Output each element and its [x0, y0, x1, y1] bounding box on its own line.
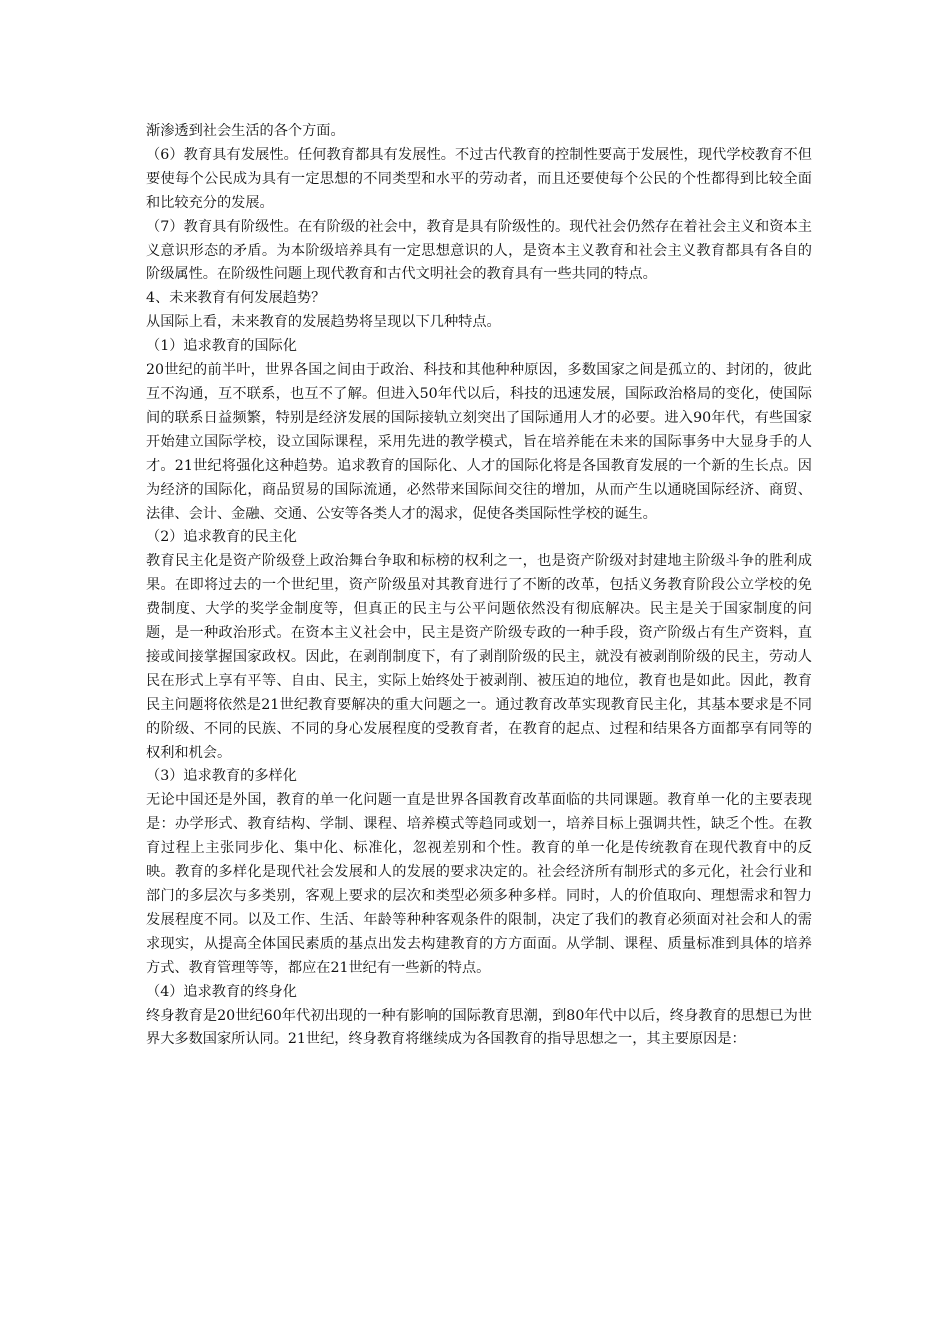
- paragraph-continuation: 渐渗透到社会生活的各个方面。: [146, 123, 345, 139]
- paragraph-internationalization: 20世纪的前半叶，世界各国之间由于政治、科技和其他种种原因，多数国家之间是孤立的、封闭的，彼此互不沟通，互不联系，也互不了解。但进入50年代以后，科技的迅速发展，国际政治格局的变化，使国际间的联系日益频繁，特别是经济发展的国际接轨立刻突出了国际通用人才的必要。进入90年代，有些国家开始建立国际学校，设立国际课程，采用先进的教学模式，旨在培养能在未来的国际事务中大显身手的人才。21世纪将强化这种趋势。追求教育的国际化、人才的国际化将是各国教育发展的一个新的生长点。因为经济的国际化，商品贸易的国际流通，必然带来国际间交往的增加，从而产生以通晓国际经济、商贸、法律、会计、金融、交通、公安等各类人才的渴求，促使各类国际性学校的诞生。: [146, 362, 812, 522]
- paragraph-diversification: 无论中国还是外国，教育的单一化问题一直是世界各国教育改革面临的共同课题。教育单一化的主要表现是：办学形式、教育结构、学制、课程、培养模式等趋同或划一，培养目标上强调共性，缺乏个性。在教育过程上主张同步化、集中化、标准化，忽视差别和个性。教育的单一化是传统教育在现代教育中的反映。教育的多样化是现代社会发展和人的发展的要求决定的。社会经济所有制形式的多元化，社会行业和部门的多层次与多类别，客观上要求的层次和类型必须多种多样。同时，人的价值取向、理想需求和智力发展程度不同。以及工作、生活、年龄等种种客观条件的限制，决定了我们的教育必须面对社会和人的需求现实，从提高全体国民素质的基点出发去构建教育的方方面面。从学制、课程、质量标准到具体的培养方式、教育管理等等，都应在21世纪有一些新的特点。: [146, 792, 812, 976]
- subheading-internationalization: （1）追求教育的国际化: [146, 338, 297, 355]
- document-page: [146, 120, 812, 1052]
- subheading-diversification: （3）追求教育的多样化: [146, 768, 297, 785]
- paragraph-democratization: 教育民主化是资产阶级登上政治舞台争取和标榜的权利之一，也是资产阶级对封建地主阶级斗争的胜利成果。在即将过去的一个世纪里，资产阶级虽对其教育进行了不断的改革，包括义务教育阶段公立学校的免费制度、大学的奖学金制度等，但真正的民主与公平问题依然没有彻底解决。民主是关于国家制度的问题，是一种政治形式。在资本主义社会中，民主是资产阶级专政的一种手段，资产阶级占有生产资料，直接或间接掌握国家政权。因此，在剥削制度下，有了剥削阶级的民主，就没有被剥削阶级的民主，劳动人民在形式上享有平等、自由、民主，实际上始终处于被剥削、被压迫的地位，教育也是如此。因此，教育民主问题将依然是21世纪教育要解决的重大问题之一。通过教育改革实现教育民主化，其基本要求是不同的阶级、不同的民族、不同的身心发展程度的受教育者，在教育的起点、过程和结果各方面都享有同等的权利和机会。: [146, 553, 812, 761]
- paragraph-lifelong: 终身教育是20世纪60年代初出现的一种有影响的国际教育思潮，到80年代中以后，终身教育的思想已为世界大多数国家所认同。21世纪，终身教育将继续成为各国教育的指导思想之一，其主要原因是：: [146, 1007, 812, 1048]
- paragraph-item-6: （6）教育具有发展性。任何教育都具有发展性。不过古代教育的控制性要高于发展性，现代学校教育不但要使每个公民成为具有一定思想的不同类型和水平的劳动者，而且还要使每个公民的个性都得到比较全面和比较充分的发展。: [146, 146, 812, 211]
- subheading-lifelong: （4）追求教育的终身化: [146, 983, 297, 1000]
- paragraph-intro: 从国际上看，未来教育的发展趋势将呈现以下几种特点。: [146, 314, 501, 331]
- subheading-democratization: （2）追求教育的民主化: [146, 529, 297, 546]
- question-heading-4: 4、未来教育有何发展趋势？: [146, 290, 326, 307]
- paragraph-item-7: （7）教育具有阶级性。在有阶级的社会中，教育是具有阶级性的。现代社会仍然存在着社会主义和资本主义意识形态的矛盾。为本阶级培养具有一定思想意识的人，是资本主义教育和社会主义教育都具有各自的阶级属性。在阶级性问题上现代教育和古代文明社会的教育具有一些共同的特点。: [146, 218, 812, 283]
